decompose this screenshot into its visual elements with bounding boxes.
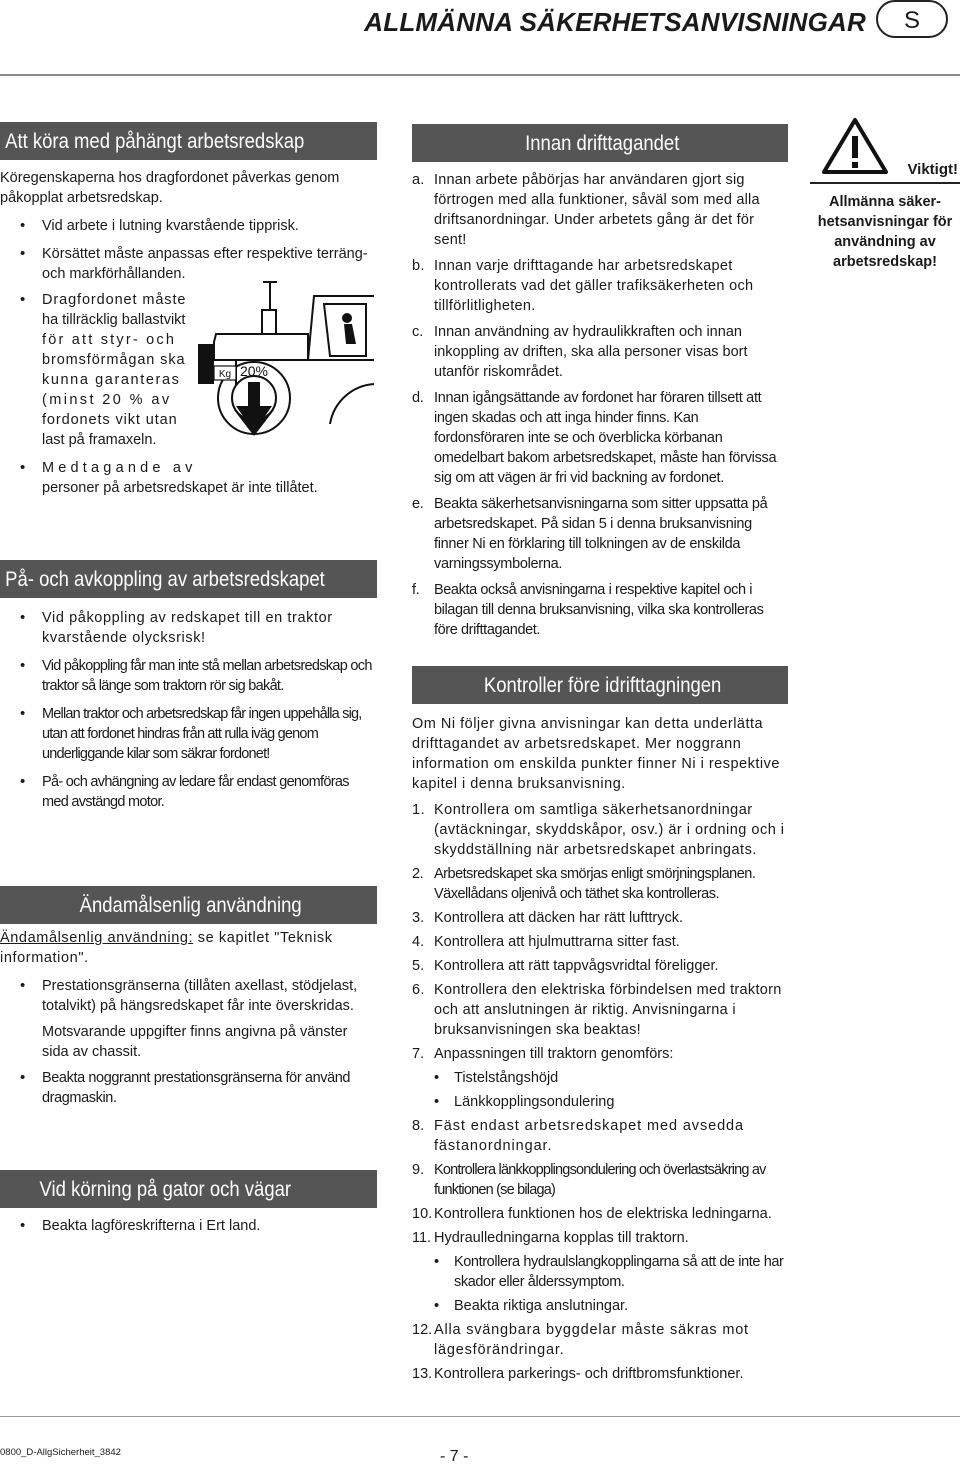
- bullet-item: • Körsättet måste anpassas efter respektive terräng- och markförhållanden.: [0, 244, 378, 284]
- list-item: 4. Kontrollera att hjulmuttrarna sitter fast.: [412, 934, 680, 950]
- list-item: 2. Arbetsredskapet ska smörjas enligt smörjningsplanen. Växellådans oljenivå och täthet ska kontrolleras.: [412, 866, 756, 902]
- list-item: e. Beakta säkerhetsanvisningarna som sitter uppsatta på arbetsredskapet. På sidan 5 i denna bruksanvisning finner Ni en förklaring till tolkningen av de enskilda varningssymbolerna.: [412, 496, 768, 572]
- section-banner-before-operation: [412, 124, 788, 162]
- warning-triangle-icon: [820, 116, 890, 176]
- bullet-item: • Prestationsgränserna (tillåten axellast, stödjelast, totalvikt) på hängsredskapet får inte överskridas.: [0, 976, 378, 1016]
- bullet-item: • Mellan traktor och arbetsredskap får ingen uppehålla sig, utan att fordonet hindras från att rulla iväg genom underliggande kilar som säkrar fordonet!: [0, 704, 378, 764]
- lettered-list: [412, 170, 790, 640]
- list-item: d. Innan igångsättande av fordonet har föraren tillsett att ingen skadas och att inga hinder finns. Kan fordonsföraren inte se och överblicka körbanan omedelbart bakom arbetsredskapet, måste han förvissa sig om att vägen är fri vid backning av fordonet.: [412, 390, 777, 486]
- footer-divider: [0, 1416, 960, 1417]
- section-title: Kontroller före idrifttagningen: [483, 673, 722, 697]
- list-item: 5. Kontrollera att rätt tappvågsvridtal föreligger.: [412, 958, 719, 974]
- warning-divider: [810, 182, 960, 184]
- text-line: personer på arbetsredskapet är inte tillåtet.: [42, 480, 318, 496]
- tractor-ballast-illustration: [196, 274, 378, 454]
- bullet-item: • Vid påkoppling får man inte stå mellan arbetsredskap och traktor så länge som traktorn rör sig bakåt.: [0, 656, 378, 696]
- paragraph: Om Ni följer givna anvisningar kan detta underlätta drifttagandet av arbetsredskapet. Mer noggrann information om enskilda punkter finner Ni i respektive kapitel i denna bruksanvisning.: [412, 716, 780, 792]
- sub-bullet-item: • Beakta riktiga anslutningar.: [412, 1296, 790, 1316]
- text-line: last på framaxeln.: [42, 432, 157, 448]
- numbered-list: [412, 800, 790, 1384]
- kg-label: Kg: [218, 369, 232, 380]
- section-banner-checks: [412, 666, 788, 704]
- section-title: Innan drifttagandet: [525, 131, 680, 155]
- text-line: ha tillräcklig ballastvikt: [42, 312, 186, 328]
- warning-text: Allmänna säker-hetsanvisningar för användning av arbetsredskap!: [817, 194, 953, 270]
- bullet-item: [0, 290, 202, 450]
- list-item: 12. Alla svängbara byggdelar måste säkras mot lägesförändringar.: [412, 1322, 749, 1358]
- list-item: 11. Hydraulledningarna kopplas till traktorn.: [412, 1230, 689, 1246]
- bullet-item: • Vid påkoppling av redskapet till en traktor kvarstående olycksrisk!: [0, 608, 378, 648]
- intended-use-text: se kapitlet "Teknisk information".: [0, 930, 333, 966]
- left-column: [0, 122, 378, 1236]
- language-badge: S: [876, 0, 948, 38]
- section-title: Ändamålsenlig användning: [80, 893, 303, 917]
- list-item: 10. Kontrollera funktionen hos de elektriska ledningarna.: [412, 1206, 772, 1222]
- page-header-title: ALLMÄNNA SÄKERHETSANVISNINGAR: [364, 7, 866, 37]
- page-number: - 7 -: [440, 1448, 469, 1465]
- list-item: 6. Kontrollera den elektriska förbindelsen med traktorn och att anslutningen är riktig. Anvisningarna i bruksanvisningen ska beaktas!: [412, 982, 782, 1038]
- bullet-item: • Beakta lagföreskrifterna i Ert land.: [0, 1216, 378, 1236]
- intended-use-link-label: Ändamålsenlig användning:: [0, 930, 194, 946]
- list-item: 9. Kontrollera länkkopplingsondulering och överlastsäkring av funktionen (se bilaga): [412, 1162, 766, 1198]
- list-item: 8. Fäst endast arbetsredskapet med avsedda fästanordningar.: [412, 1118, 744, 1154]
- text-line: för att styr- och: [42, 332, 177, 348]
- list-item: c. Innan användning av hydraulikkraften och innan inkoppling av driften, ska alla personer visas bort utanför riskområdet.: [412, 324, 748, 380]
- bullet-item: • Beakta noggrannt prestationsgränserna för använd dragmaskin.: [0, 1068, 378, 1108]
- list-item: 13. Kontrollera parkerings- och driftbromsfunktioner.: [412, 1366, 744, 1382]
- list-item: 3. Kontrollera att däcken har rätt lufttryck.: [412, 910, 684, 926]
- text-line: • Dragfordonet måste: [42, 292, 187, 308]
- warning-title: Viktigt!: [907, 161, 958, 178]
- list-item: 1. Kontrollera om samtliga säkerhetsanordningar (avtäckningar, skyddskåpor, osv.) är i ordning och i skyddställning när arbetsredskapet anbringats.: [412, 802, 785, 858]
- section-banner-intended-use: [0, 886, 377, 924]
- percent-label: 20%: [239, 363, 269, 379]
- text-line: fordonets vikt utan: [42, 412, 178, 428]
- text-line: kunna garanteras: [42, 372, 181, 388]
- list-item: 7. Anpassningen till traktorn genomförs:: [412, 1046, 674, 1062]
- sub-bullet-item: • Kontrollera hydraulslangkopplingarna så att de inte har skador eller ålderssymptom.: [412, 1252, 790, 1292]
- document-id: 0800_D-AllgSicherheit_3842: [0, 1447, 121, 1458]
- section-title: Att köra med påhängt arbetsredskap: [5, 129, 305, 153]
- section-title: På- och avkoppling av arbetsredskapet: [5, 567, 325, 591]
- section-banner-roads: [0, 1170, 377, 1208]
- list-item: b. Innan varje drifttagande har arbetsredskapet kontrollerats vad det gäller trafiksäkerheten och tillförlitligheten.: [412, 258, 754, 314]
- section-banner-driving: [0, 122, 377, 160]
- right-column: [412, 124, 790, 1384]
- section-banner-coupling: [0, 560, 377, 598]
- sub-bullet-item: • Tistelstångshöjd: [412, 1068, 790, 1088]
- paragraph: Köregenskaperna hos dragfordonet påverkas genom påkopplat arbetsredskap.: [0, 170, 340, 206]
- bullet-item: • Vid arbete i lutning kvarstående tipprisk.: [0, 216, 378, 236]
- sub-bullet-item: • Länkkopplingsondulering: [412, 1092, 790, 1112]
- paragraph: [0, 928, 378, 968]
- list-item: f. Beakta också anvisningarna i respektive kapitel och i bilagan till denna bruksanvisning, vilka ska kontrolleras före drifttagandet.: [412, 582, 764, 638]
- list-item: a. Innan arbete påbörjas har användaren gjort sig förtrogen med alla funktioner, såväl som med alla driftsanordningar. Under arbetets gång är det för sent!: [412, 172, 760, 248]
- text-line: (minst 20 % av: [42, 392, 172, 408]
- bullet-item: • På- och avhängning av ledare får endast genomföras med avstängd motor.: [0, 772, 378, 812]
- text-line: bromsförmågan ska: [42, 352, 186, 368]
- ballast-block: [0, 290, 378, 456]
- bullet-item: • Medtagande av: [0, 458, 378, 478]
- paragraph: Motsvarande uppgifter finns angivna på vänster sida av chassit.: [42, 1024, 348, 1060]
- section-title: Vid körning på gator och vägar: [39, 1177, 292, 1201]
- header-divider: [0, 74, 960, 76]
